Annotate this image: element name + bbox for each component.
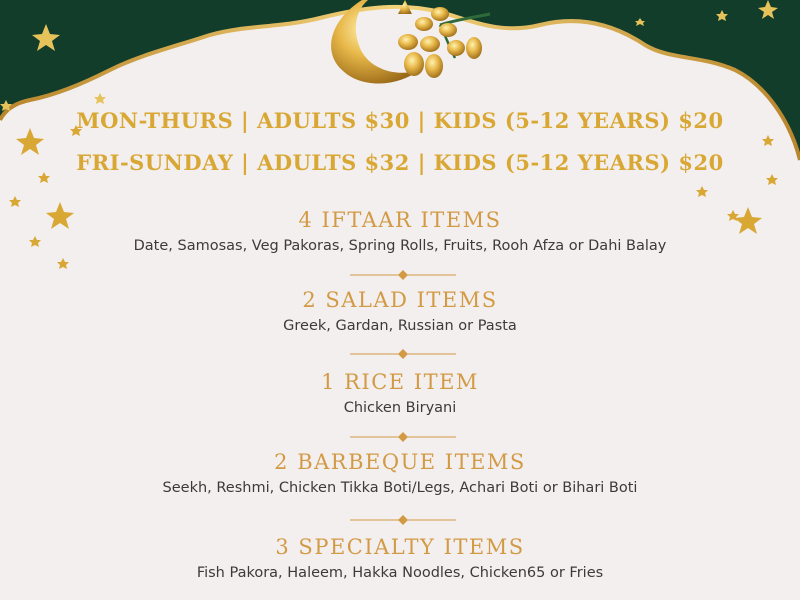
section-title: 2 SALAD ITEMS — [302, 288, 498, 312]
dates-fruit-icon — [398, 7, 490, 78]
section-title: 4 IFTAAR ITEMS — [298, 208, 502, 232]
section-items: Date, Samosas, Veg Pakoras, Spring Rolls, Fruits, Rooh Afza or Dahi Balay — [133, 238, 667, 254]
section-salad — [0, 288, 800, 334]
divider-ornament-icon — [350, 348, 456, 360]
section-title: 1 RICE ITEM — [321, 370, 479, 394]
section-items: Chicken Biryani — [343, 400, 457, 416]
divider-ornament-icon — [350, 431, 456, 443]
section-title: 3 SPECIALTY ITEMS — [275, 535, 525, 559]
section-items: Seekh, Reshmi, Chicken Tikka Boti/Legs, Achari Boti or Bihari Boti — [162, 480, 638, 496]
section-items: Fish Pakora, Haleem, Hakka Noodles, Chicken65 or Fries — [196, 565, 604, 581]
section-title: 2 BARBEQUE ITEMS — [274, 450, 526, 474]
weekend-pricing: FRI-SUNDAY | ADULTS $32 | KIDS (5-12 YEARS) $20 — [76, 150, 724, 175]
weekday-pricing: MON-THURS | ADULTS $30 | KIDS (5-12 YEARS) $20 — [76, 108, 724, 133]
divider-ornament-icon — [350, 269, 456, 281]
section-rice — [0, 370, 800, 416]
section-specialty — [0, 535, 800, 581]
section-items: Greek, Gardan, Russian or Pasta — [283, 318, 517, 334]
section-barbeque — [0, 450, 800, 496]
divider-ornament-icon — [350, 514, 456, 526]
section-iftaar — [0, 208, 800, 254]
